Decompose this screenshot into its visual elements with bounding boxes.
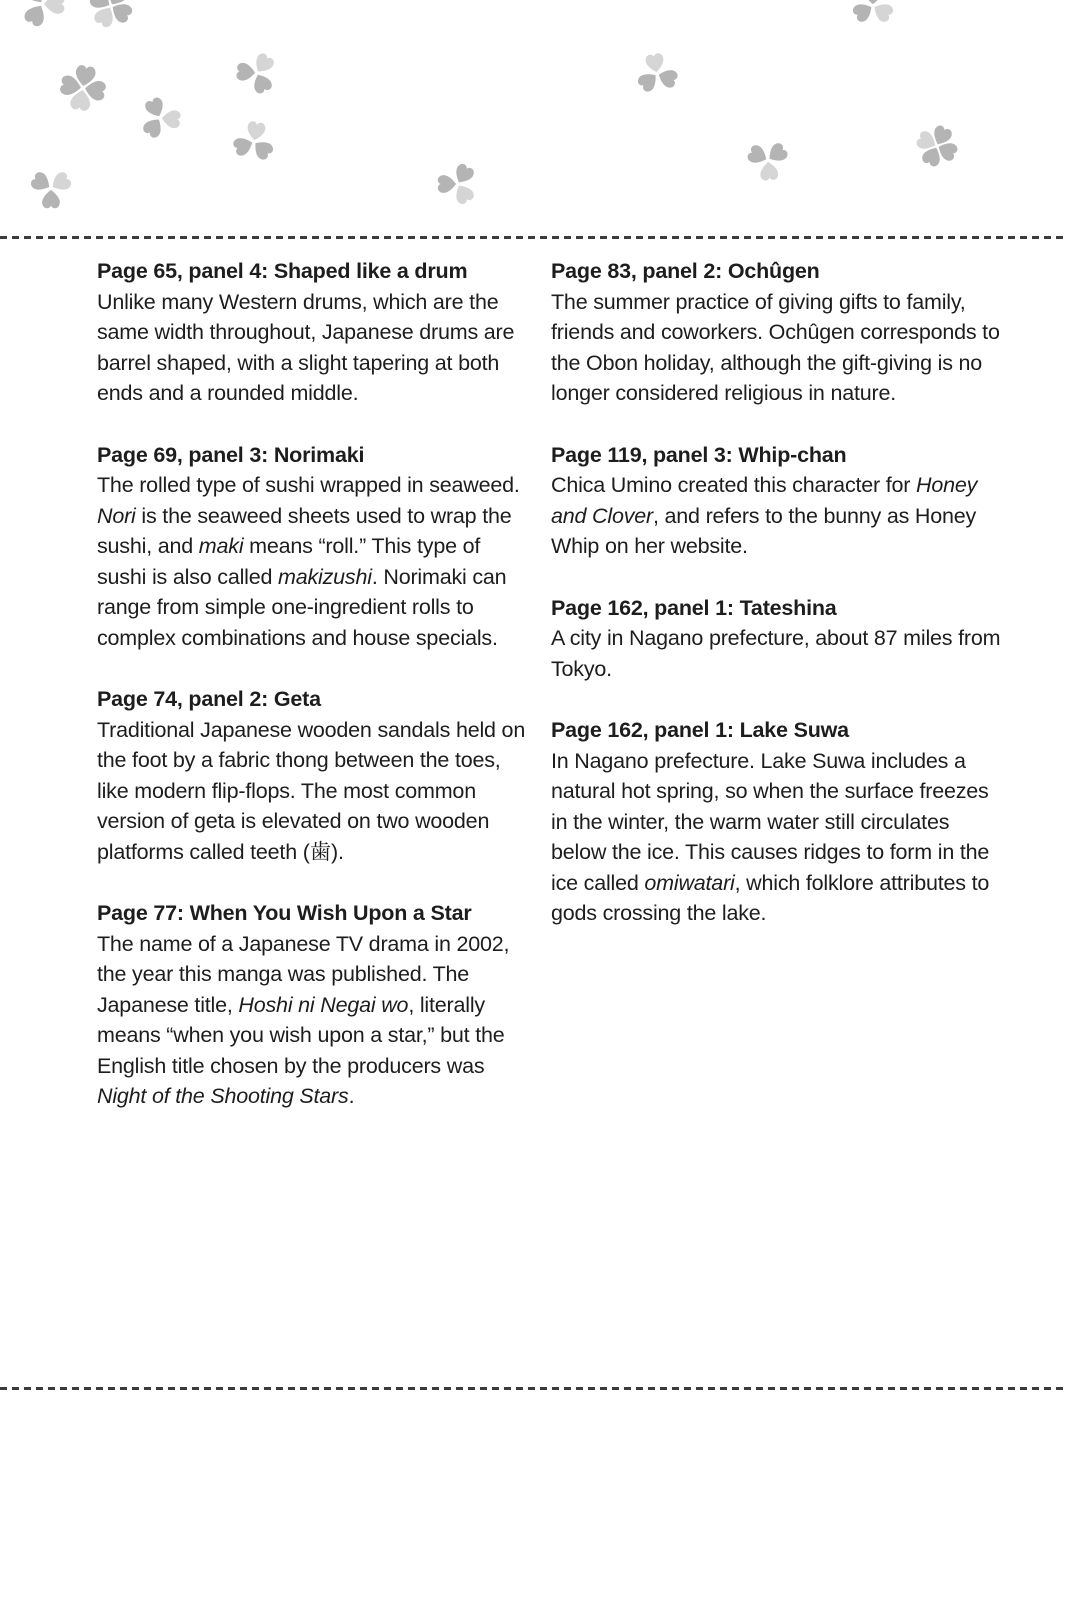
clover-icon [632, 50, 682, 95]
note-tateshina [551, 593, 1003, 685]
clover-icon [10, 0, 73, 36]
clover-icon [57, 62, 109, 114]
note-heading: Page 77: When You Wish Upon a Star [97, 901, 472, 925]
note-heading: Page 65, panel 4: Shaped like a drum [97, 259, 468, 283]
notes-column-right [551, 256, 1003, 1143]
note-body: A city in Nagano prefecture, about 87 miles from Tokyo. [551, 626, 1001, 681]
clover-icon [745, 140, 792, 182]
note-whip-chan [551, 440, 1003, 562]
note-body: The summer practice of giving gifts to family, friends and coworkers. Ochûgen corresponds to the Obon holiday, although the gift-giving is no longer considered religious in nature. [551, 289, 1000, 405]
note-body: The name of a Japanese TV drama in 2002, the year this manga was published. The Japanese title, Hoshi ni Negai wo, literally means “when you wish upon a star,” but the English title chosen by the producers was Night of the Shooting Stars. [97, 931, 510, 1108]
clover-icon [132, 90, 188, 143]
note-body: Chica Umino created this character for Honey and Clover, and refers to the bunny as Honey Whip on her website. [551, 473, 978, 558]
clover-icon [229, 44, 287, 100]
clover-icon [910, 119, 964, 173]
note-heading: Page 69, panel 3: Norimaki [97, 442, 365, 467]
note-ochugen [551, 256, 1003, 409]
note-body: In Nagano prefecture. Lake Suwa includes a natural hot spring, so when the surface freezes in the winter, the warm water still circulates below the ice. This causes ridges to form in the ice called omiwatari, which folklore attributes to gods crossing the lake. [551, 748, 990, 925]
note-heading: Page 119, panel 3: Whip-chan [551, 442, 847, 467]
clover-icon [847, 0, 902, 35]
clover-icon [82, 0, 140, 35]
notes-content [97, 256, 1003, 1143]
clover-decoration [0, 0, 1067, 232]
note-heading: Page 74, panel 2: Geta [97, 687, 321, 711]
top-dashed-divider [0, 236, 1067, 239]
note-when-you-wish-upon-a-star [97, 898, 533, 1112]
note-shaped-like-a-drum [97, 256, 533, 409]
note-lake-suwa [551, 715, 1003, 929]
note-heading: Page 162, panel 1: Lake Suwa [551, 718, 849, 742]
note-geta [97, 684, 533, 867]
note-heading: Page 162, panel 1: Tateshina [551, 595, 837, 620]
notes-column-left [97, 256, 533, 1143]
clover-icon [229, 118, 279, 163]
note-body: Unlike many Western drums, which are the same width throughout, Japanese drums are barrel shaped, with a slight tapering at both ends and a rounded middle. [97, 289, 515, 405]
bottom-dashed-divider [0, 1387, 1067, 1390]
note-norimaki [97, 440, 533, 654]
clover-icon [430, 158, 487, 213]
note-body: The rolled type of sushi wrapped in seaweed. Nori is the seaweed sheets used to wrap the sushi, and maki means “roll.” This type of sushi is also called makizushi. Norimaki can range from simple one-ingredient rolls to complex combinations and house specials. [97, 473, 520, 650]
note-body: Traditional Japanese wooden sandals held on the foot by a fabric thong between the toes, like modern flip-flops. The most common version of geta is elevated on two wooden platforms called teeth (歯). [97, 717, 526, 864]
clover-icon [25, 159, 80, 216]
note-heading: Page 83, panel 2: Ochûgen [551, 259, 820, 283]
